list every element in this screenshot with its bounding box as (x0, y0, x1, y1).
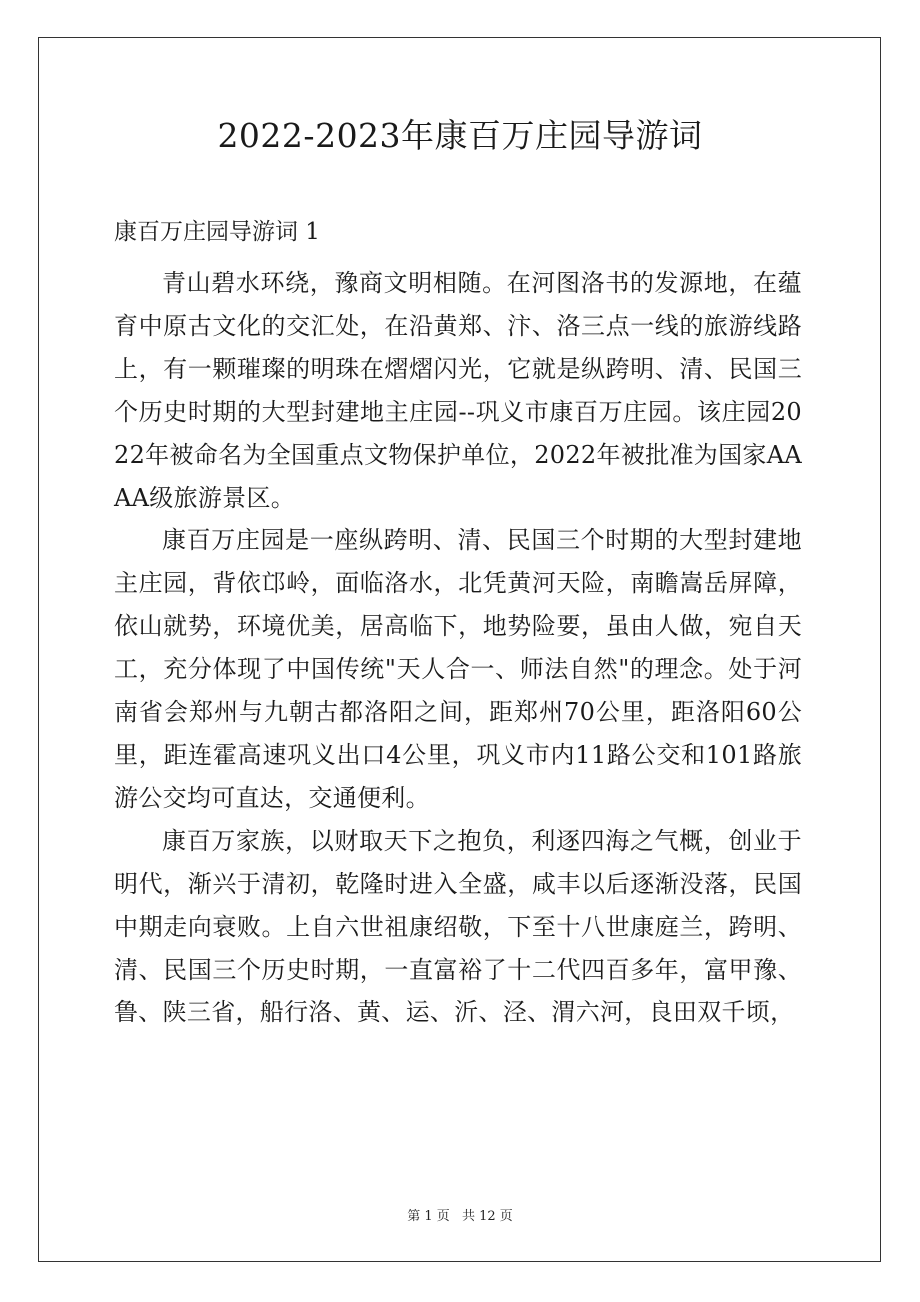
paragraph: 康百万家族，以财取天下之抱负，利逐四海之气概，创业于明代，渐兴于清初，乾隆时进入全盛，咸丰以后逐渐没落，民国中期走向衰败。上自六世祖康绍敬，下至十八世康庭兰，跨明、清、民国三个历史时期，一直富裕了十二代四百多年，富甲豫、鲁、陕三省，船行洛、黄、运、沂、泾、渭六河，良田双千顷， (114, 826, 802, 1027)
page-footer (0, 1208, 920, 1226)
page-total: 共 12 页 (461, 1209, 513, 1224)
paragraph: 康百万庄园是一座纵跨明、清、民国三个时期的大型封建地主庄园，背依邙岭，面临洛水，北凭黄河天险，南瞻嵩岳屏障，依山就势，环境优美，居高临下，地势险要，虽由人做，宛自天工，充分体现了中国传统"天人合一、师法自然"的理念。处于河南省会郑州与九朝古都洛阳之间，距郑州70公里，距洛阳60公里，距连霍高速巩义出口4公里，巩义市内11路公交和101路旅游公交均可直达，交通便利。 (114, 526, 802, 812)
section-heading: 康百万庄园导游词 1 (114, 219, 320, 245)
paragraph: 青山碧水环绕，豫商文明相随。在河图洛书的发源地，在蕴育中原古文化的交汇处，在沿黄郑、汴、洛三点一线的旅游线路上，有一颗璀璨的明珠在熠熠闪光，它就是纵跨明、清、民国三个历史时期的大型封建地主庄园--巩义市康百万庄园。该庄园2022年被命名为全国重点文物保护单位，2022年被批准为国家AAAA级旅游景区。 (114, 269, 802, 512)
document-title: 2022-2023年康百万庄园导游词 (217, 116, 703, 155)
page-number: 第 1 页 (407, 1209, 450, 1224)
document-body (114, 262, 802, 1034)
